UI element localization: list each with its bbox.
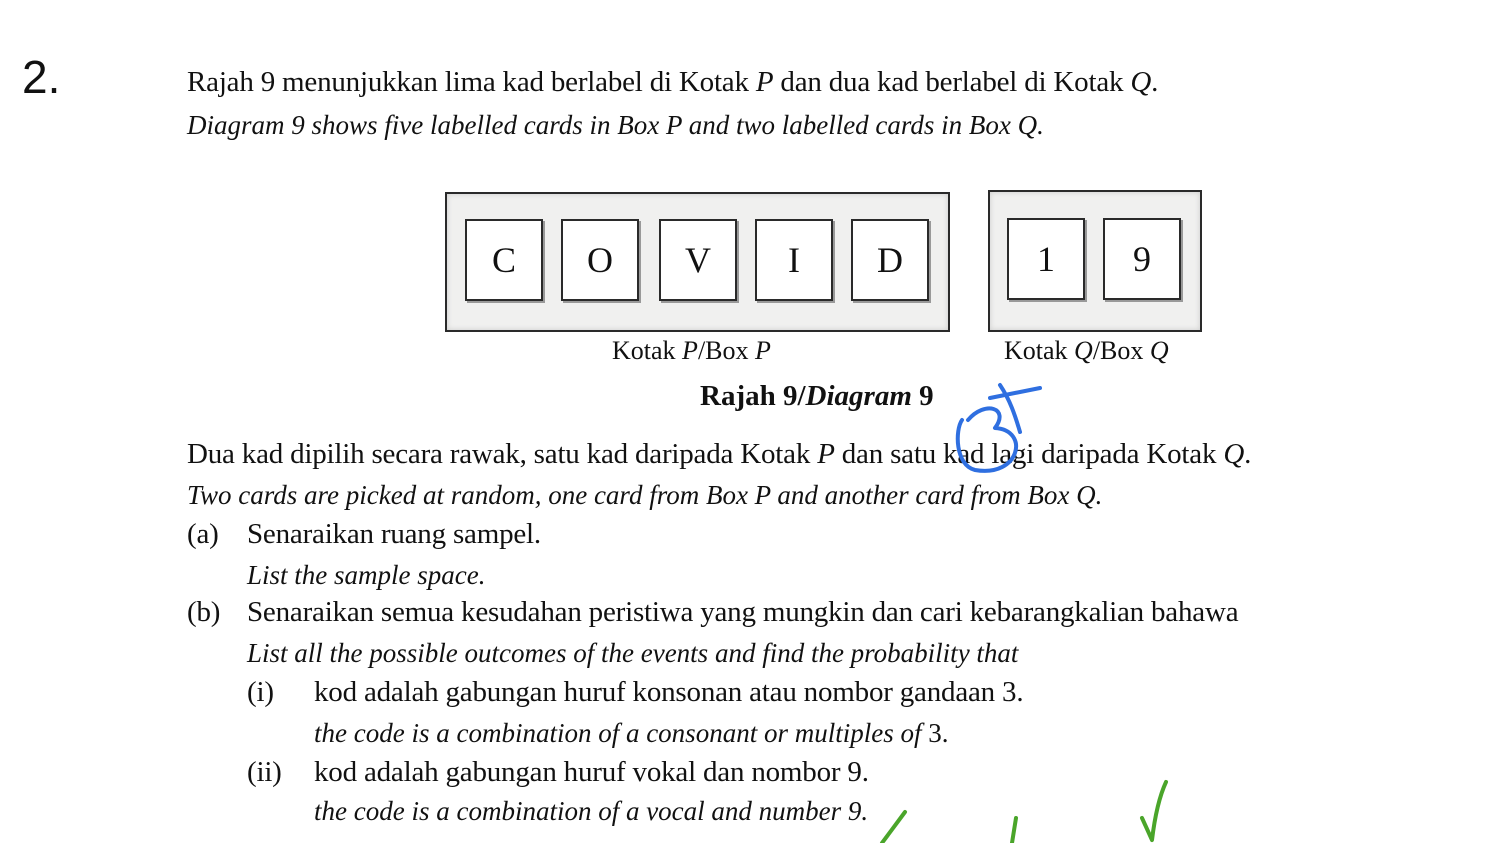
caption-part: Kotak [612,336,683,365]
question-number: 2. [22,51,61,103]
instruction-part: dan satu kad lagi daripada Kotak [834,438,1224,470]
part-b-malay: Senaraikan semua kesudahan peristiwa yang mungkin dan cari kebarangkalian bahawa [247,596,1239,628]
green-checkmark-annotation [882,812,905,843]
intro-malay-part: Rajah 9 menunjukkan lima kad berlabel di Kotak [187,66,756,98]
part-b-label: (b) [187,596,221,628]
instruction-period: . [1244,438,1252,470]
caption-part: /Box [697,336,756,365]
part-b-i-english-text: the code is a combination of a consonant or multiples of [314,718,929,748]
caption-letter: P [682,336,698,365]
caption-part: /Box [1092,336,1150,365]
card-o: O [561,219,639,301]
green-checkmark-annotation [1012,818,1016,843]
diagram-caption-malay: Rajah 9/ [700,380,806,412]
caption-letter: Q [1074,336,1093,365]
instruction-box-q-letter: Q [1223,438,1245,470]
intro-english: Diagram 9 shows five labelled cards in Box P and two labelled cards in Box Q. [187,110,1044,140]
intro-malay-part: dan dua kad berlabel di Kotak [773,66,1131,98]
caption-letter: P [755,336,771,365]
instruction-box-p-letter: P [817,438,835,470]
part-a-malay: Senaraikan ruang sampel. [247,518,541,550]
caption-part: Kotak [1004,336,1075,365]
intro-box-p-letter: P [755,66,774,98]
card-v: V [659,219,737,301]
part-b-ii-label: (ii) [247,756,282,788]
green-checkmark-annotation [1142,782,1166,840]
blue-3x-annotation [958,385,1040,471]
caption-letter: Q [1149,336,1169,365]
card-9: 9 [1103,218,1181,300]
part-b-i-malay: kod adalah gabungan huruf konsonan atau nombor gandaan 3. [314,676,1024,708]
card-i: I [755,219,833,301]
part-b-english: List all the possible outcomes of the events and find the probability that [247,638,1019,668]
part-b-i-label: (i) [247,676,274,708]
instruction-part: Dua kad dipilih secara rawak, satu kad daripada Kotak [187,438,818,470]
part-a-label: (a) [187,518,219,550]
part-b-ii-malay: kod adalah gabungan huruf vokal dan nombor 9. [314,756,869,788]
card-c: C [465,219,543,301]
card-d: D [851,219,929,301]
diagram-caption-number: 9 [911,380,934,412]
instruction-english: Two cards are picked at random, one card from Box P and another card from Box Q. [187,480,1103,510]
part-b-ii-english: the code is a combination of a vocal and number 9. [314,796,869,826]
part-b-i-english-number: 3. [928,718,949,748]
diagram-caption-english: Diagram [805,380,912,412]
part-a-english: List the sample space. [247,560,486,590]
intro-period: . [1151,66,1159,98]
card-1: 1 [1007,218,1085,300]
intro-box-q-letter: Q [1130,66,1152,98]
